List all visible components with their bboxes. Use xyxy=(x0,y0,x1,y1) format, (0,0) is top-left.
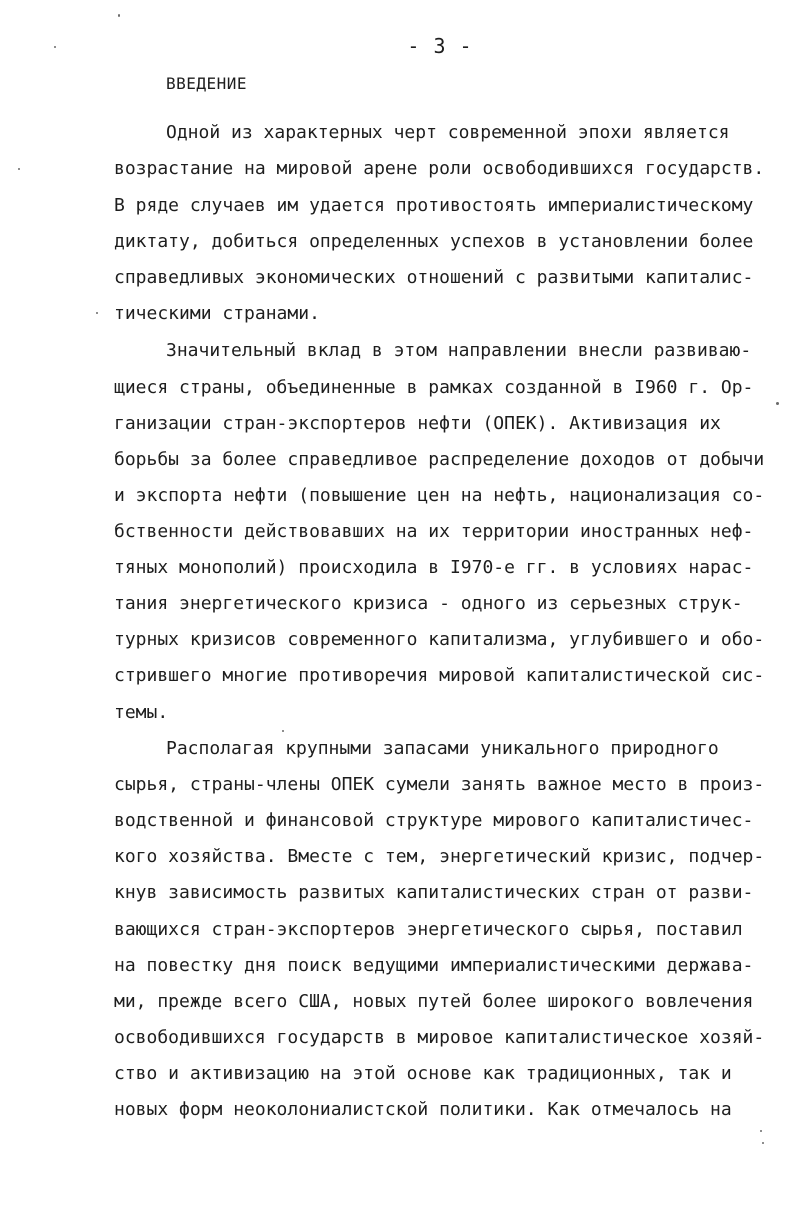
scan-speck xyxy=(96,312,98,314)
text-line: вающихся стран-экспортеров энергетического сырья, поставил xyxy=(114,919,743,940)
text-line: Располагая крупными запасами уникального природного xyxy=(166,738,719,759)
text-line: Одной из характерных черт современной эпохи является xyxy=(166,122,730,143)
text-line: борьбы за более справедливое распределение доходов от добычи xyxy=(114,449,765,470)
text-line: справедливых экономических отношений с развитыми капиталис- xyxy=(114,267,754,288)
text-line: новых форм неоколониалистской политики. Как отмечалось на xyxy=(114,1099,732,1120)
text-line: ство и активизацию на этой основе как традиционных, так и xyxy=(114,1063,732,1084)
text-line: щиеся страны, объединенные в рамках созданной в I960 г. Ор- xyxy=(114,377,754,398)
text-line: тическими странами. xyxy=(114,303,320,324)
text-line: стрившего многие противоречия мировой капиталистической сис- xyxy=(114,665,765,686)
text-line: освободившихся государств в мировое капиталистическое хозяй- xyxy=(114,1027,765,1048)
scan-speck xyxy=(760,1130,762,1132)
text-line: Значительный вклад в этом направлении внесли развиваю- xyxy=(166,340,752,361)
scan-speck xyxy=(118,14,120,17)
text-line: возрастание на мировой арене роли освободившихся государств. xyxy=(114,158,765,179)
scan-speck xyxy=(18,168,20,170)
scan-speck xyxy=(762,1142,764,1144)
scan-speck xyxy=(54,46,56,48)
text-line: бственности действовавших на их территории иностранных неф- xyxy=(114,521,754,542)
text-line: турных кризисов современного капитализма, углубившего и обо- xyxy=(114,629,765,650)
text-line: темы. xyxy=(114,702,169,723)
text-line: кого хозяйства. Вместе с тем, энергетический кризис, подчер- xyxy=(114,846,765,867)
text-line: тяных монополий) происходила в I970-е гг. в условиях нарас- xyxy=(114,557,754,578)
text-line: диктату, добиться определенных успехов в установлении более xyxy=(114,231,754,252)
text-line: кнув зависимость развитых капиталистических стран от разви- xyxy=(114,882,754,903)
text-line: В ряде случаев им удается противостоять империалистическому xyxy=(114,195,754,216)
text-line: ми, прежде всего США, новых путей более широкого вовлечения xyxy=(114,991,754,1012)
text-line: сырья, страны-члены ОПЕК сумели занять важное место в произ- xyxy=(114,774,765,795)
text-line: и экспорта нефти (повышение цен на нефть, национализация со- xyxy=(114,485,765,506)
text-line: водственной и финансовой структуре мирового капиталистичес- xyxy=(114,810,754,831)
scan-speck xyxy=(282,730,284,732)
section-heading: ВВЕДЕНИЕ xyxy=(166,74,248,93)
page-number: - 3 - xyxy=(407,34,473,58)
text-line: тания энергетического кризиса - одного из серьезных струк- xyxy=(114,593,743,614)
text-line: на повестку дня поиск ведущими империалистическими держава- xyxy=(114,955,754,976)
text-line: ганизации стран-экспортеров нефти (ОПЕК). Активизация их xyxy=(114,413,721,434)
scan-speck xyxy=(776,402,779,405)
